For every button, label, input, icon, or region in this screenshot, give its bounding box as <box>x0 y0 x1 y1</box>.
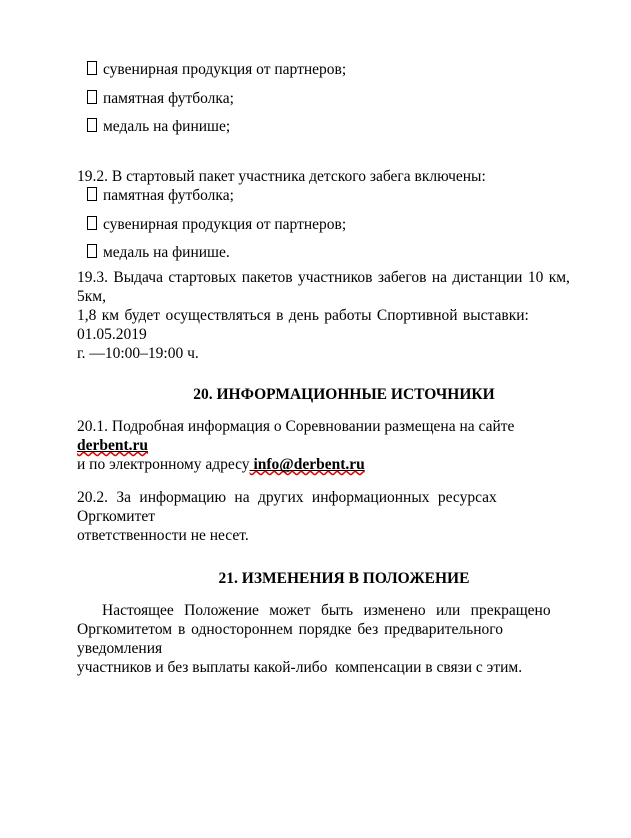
list-item <box>87 89 583 108</box>
paragraph-line: 1,8 км будет осуществляться в день работы Спортивной выставки: 01.05.2019 <box>77 306 529 343</box>
paragraph-line: Настоящее Положение может быть изменено или прекращено <box>102 601 551 619</box>
list-item <box>87 215 583 234</box>
document-content <box>77 60 583 677</box>
missing-glyph-bullet-icon <box>87 118 97 132</box>
list-item-text: медаль на финише; <box>103 118 231 136</box>
list-item-text: медаль на финише. <box>103 244 230 262</box>
spellcheck-squiggle: info@derbent.ru <box>249 455 365 473</box>
list-item <box>87 60 583 79</box>
list-item-text: памятная футболка; <box>103 186 234 204</box>
spellcheck-squiggle: derbent.ru <box>77 436 149 454</box>
section-heading-21: 21. ИЗМЕНЕНИЯ В ПОЛОЖЕНИЕ <box>218 569 470 587</box>
paragraph-line: 20.1. Подробная информация о Соревновании размещена на сайте <box>77 417 515 435</box>
missing-glyph-bullet-icon <box>87 244 97 258</box>
list-item <box>87 243 583 262</box>
paragraph-line: 20.2. За информацию на других информационных ресурсах Оргкомитет <box>77 488 497 525</box>
paragraph-line: ответственности не несет. <box>77 526 249 544</box>
start-package-list-adult <box>77 60 583 136</box>
website-link[interactable] <box>77 437 148 454</box>
missing-glyph-bullet-icon <box>87 90 97 104</box>
section-heading-20: 20. ИНФОРМАЦИОННЫЕ ИСТОЧНИКИ <box>193 385 495 403</box>
paragraph-line: участников и без выплаты какой-либо компенсации в связи с этим. <box>77 658 523 676</box>
missing-glyph-bullet-icon <box>87 216 97 230</box>
email-link[interactable] <box>250 456 365 473</box>
paragraph-20-1 <box>77 417 583 474</box>
paragraph-20-2 <box>77 488 583 545</box>
paragraph-19-3 <box>77 268 583 363</box>
list-item <box>87 186 583 205</box>
paragraph-line: Оргкомитетом в одностороннем порядке без предварительного уведомления <box>77 620 503 657</box>
paragraph-line: г. —10:00–19:00 ч. <box>77 344 199 362</box>
list-item-text: памятная футболка; <box>103 89 234 107</box>
missing-glyph-bullet-icon <box>87 187 97 201</box>
paragraph-line: и по электронному адресу <box>77 455 250 473</box>
list-item-text: сувенирная продукция от партнеров; <box>103 215 347 233</box>
paragraph-line: 19.3. Выдача стартовых пакетов участников забегов на дистанции 10 км, 5км, <box>77 268 570 305</box>
missing-glyph-bullet-icon <box>87 61 97 75</box>
paragraph-21 <box>77 601 583 677</box>
paragraph-19-2: 19.2. В стартовый пакет участника детского забега включены: <box>77 167 486 185</box>
list-item-text: сувенирная продукция от партнеров; <box>103 61 347 78</box>
list-item <box>87 117 583 136</box>
start-package-list-kids <box>77 186 583 262</box>
